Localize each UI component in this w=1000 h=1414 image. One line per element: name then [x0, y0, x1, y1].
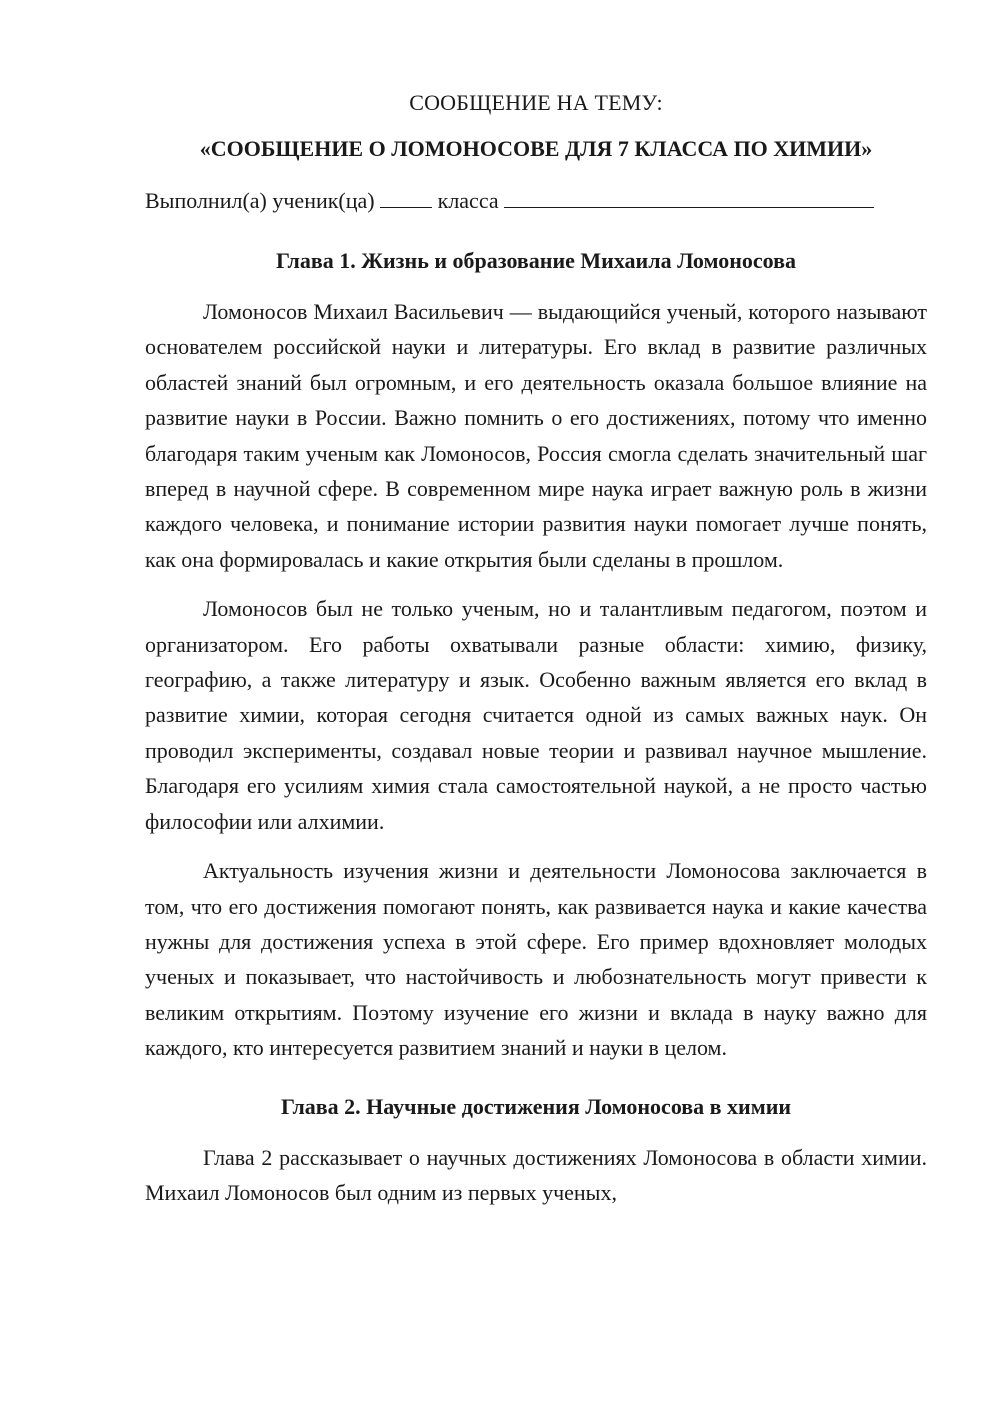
paragraph: Ломоносов был не только ученым, но и талантливым педагогом, поэтом и организатором. Его работы охватывали разные области: химию, физику, географию, а также литературу и язык. Особенно важным является его вклад в развитие химии, которая сегодня считается одной из самых важных наук. Он проводил эксперименты, создавал новые теории и развивал научное мышление. Благодаря его усилиям химия стала самостоятельной наукой, а не просто частью философии или алхимии. [145, 596, 927, 834]
paragraph: Актуальность изучения жизни и деятельности Ломоносова заключается в том, что его достижения помогают понять, как развивается наука и какие качества нужны для достижения успеха в этой сфере. Его пример вдохновляет молодых ученых и показывает, что настойчивость и любознательность могут привести к великим открытиям. Поэтому изучение его жизни и вклада в науку важно для каждого, кто интересуется развитием знаний и науки в целом. [145, 858, 927, 1061]
paragraph: Ломоносов Михаил Васильевич — выдающийся ученый, которого называют основателем российской науки и литературы. Его вклад в развитие различных областей знаний был огромным, и его деятельность оказала большое влияние на развитие науки в России. Важно помнить о его достижениях, потому что именно благодаря таким ученым как Ломоносов, Россия смогла сделать значительный шаг вперед в научной сфере. В современном мире наука играет важную роль в жизни каждого человека, и понимание истории развития науки помогает лучше понять, как она формировалась и какие открытия были сделаны в прошлом. [145, 299, 927, 572]
document-title: «СООБЩЕНИЕ О ЛОМОНОСОВЕ ДЛЯ 7 КЛАССА ПО ХИМИИ» [199, 136, 873, 161]
document-page [145, 88, 927, 1224]
chapter-heading: Глава 2. Научные достижения Ломоносова в химии [280, 1093, 792, 1119]
paragraph: Глава 2 рассказывает о научных достижениях Ломоносова в области химии. Михаил Ломоносов был одним из первых ученых, [145, 1144, 927, 1205]
document-header: СООБЩЕНИЕ НА ТЕМУ: [409, 90, 663, 115]
author-middle: класса [437, 188, 499, 213]
grade-blank [380, 187, 432, 208]
author-line [145, 186, 927, 216]
chapter-heading: Глава 1. Жизнь и образование Михаила Ломоносова [276, 248, 796, 273]
name-blank [504, 187, 874, 208]
author-prefix: Выполнил(а) ученик(ца) [145, 188, 375, 213]
